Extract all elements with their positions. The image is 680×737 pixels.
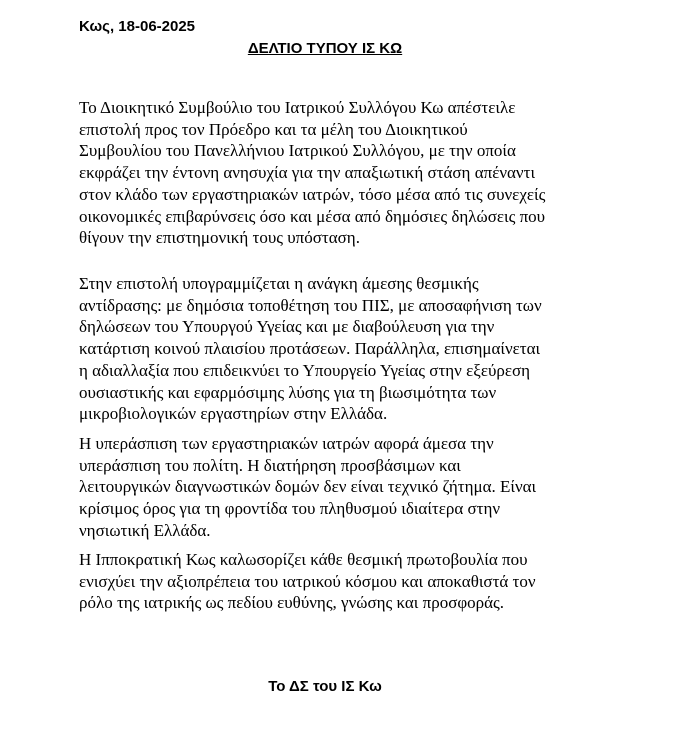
body-paragraph: Η Ιπποκρατική Κως καλωσορίζει κάθε θεσμική πρωτοβουλία που ενισχύει την αξιοπρέπεια του ιατρικού κόσμου και αποκαθιστά τον ρόλο της ιατρικής ως πεδίου ευθύνης, γνώσης και προσφοράς.: [79, 550, 536, 613]
body-paragraph: Στην επιστολή υπογραμμίζεται η ανάγκη άμεσης θεσμικής αντίδρασης: με δημόσια τοποθέτηση του ΠΙΣ, με αποσαφήνιση των δηλώσεων του Υπουργού Υγείας και με διαβούλευση για την κατάρτιση κοινού πλαισίου προτάσεων. Παράλληλα, επισημαίνεται η αδιαλλαξία που επιδεικνύει το Υπουργείο Υγείας στην εξεύρεση ουσιαστικής και εφαρμόσιμης λύσης για τη βιωσιμότητα των μικροβιολογικών εργαστηρίων στην Ελλάδα.: [79, 274, 542, 424]
signature: Το ΔΣ του ΙΣ Κω: [268, 678, 382, 695]
body-paragraph: Το Διοικητικό Συμβούλιο του Ιατρικού Συλλόγου Κω απέστειλε επιστολή προς τον Πρόεδρο και τα μέλη του Διοικητικού Συμβουλίου του Πανελλήνιου Ιατρικού Συλλόγου, με την οποία εκφράζει την έντονη ανησυχία για την απαξιωτική στάση απέναντι στον κλάδο των εργαστηριακών ιατρών, τόσο μέσα από τις συνεχείς οικονομικές επιβαρύνσεις όσο και μέσα από δημόσιες δηλώσεις που θίγουν την επιστημονική τους υπόσταση.: [79, 98, 546, 248]
date-line: Κως, 18-06-2025: [79, 18, 196, 35]
document-title: ΔΕΛΤΙΟ ΤΥΠΟΥ ΙΣ ΚΩ: [247, 40, 403, 57]
body-paragraph: Η υπεράσπιση των εργαστηριακών ιατρών αφορά άμεσα την υπεράσπιση του πολίτη. Η διατήρηση προσβάσιμων και λειτουργικών διαγνωστικών δομών δεν είναι τεχνικό ζήτημα. Είναι κρίσιμος όρος για τη φροντίδα του πληθυσμού ιδιαίτερα στην νησιωτική Ελλάδα.: [79, 434, 537, 540]
